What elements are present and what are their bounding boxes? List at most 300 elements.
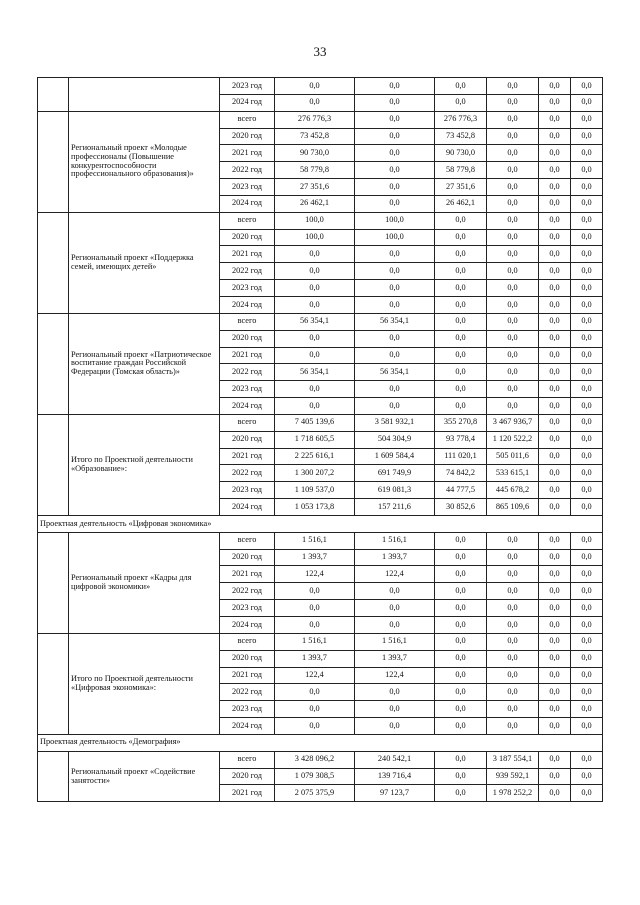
project-name-cell: Итого по Проектной деятельности «Образование»: [69, 414, 220, 515]
amount-cell: 0,0 [487, 179, 539, 196]
amount-cell: 0,0 [539, 633, 571, 650]
amount-cell: 0,0 [539, 768, 571, 785]
amount-cell: 0,0 [539, 431, 571, 448]
amount-cell: 27 351,6 [435, 179, 487, 196]
amount-cell: 0,0 [435, 549, 487, 566]
amount-cell: 0,0 [487, 667, 539, 684]
row-number-cell [38, 532, 69, 633]
amount-cell: 0,0 [487, 617, 539, 634]
amount-cell: 44 777,5 [435, 482, 487, 499]
amount-cell: 0,0 [487, 313, 539, 330]
table-row [38, 78, 603, 95]
amount-cell: 0,0 [571, 549, 603, 566]
amount-cell: 0,0 [275, 398, 355, 415]
year-cell: 2022 год [220, 364, 275, 381]
year-cell: 2022 год [220, 162, 275, 179]
amount-cell: 1 978 252,2 [487, 785, 539, 802]
amount-cell: 0,0 [539, 347, 571, 364]
amount-cell: 0,0 [571, 347, 603, 364]
amount-cell: 0,0 [571, 263, 603, 280]
amount-cell: 0,0 [571, 111, 603, 128]
amount-cell: 0,0 [571, 212, 603, 229]
amount-cell: 0,0 [275, 617, 355, 634]
amount-cell: 0,0 [355, 701, 435, 718]
year-cell: 2020 год [220, 330, 275, 347]
amount-cell: 0,0 [571, 499, 603, 516]
amount-cell: 0,0 [571, 313, 603, 330]
table-row [38, 751, 603, 768]
year-cell: 2020 год [220, 431, 275, 448]
amount-cell: 56 354,1 [355, 364, 435, 381]
year-cell: 2022 год [220, 465, 275, 482]
amount-cell: 0,0 [539, 751, 571, 768]
table-row [38, 212, 603, 229]
amount-cell: 0,0 [275, 684, 355, 701]
row-number-cell [38, 414, 69, 515]
amount-cell: 0,0 [487, 280, 539, 297]
amount-cell: 0,0 [435, 347, 487, 364]
amount-cell: 0,0 [487, 145, 539, 162]
amount-cell: 0,0 [571, 482, 603, 499]
amount-cell: 0,0 [539, 195, 571, 212]
amount-cell: 139 716,4 [355, 768, 435, 785]
amount-cell: 0,0 [571, 600, 603, 617]
amount-cell: 0,0 [275, 381, 355, 398]
amount-cell: 0,0 [487, 229, 539, 246]
year-cell: 2020 год [220, 128, 275, 145]
section-title: Проектная деятельность «Цифровая экономика» [38, 515, 603, 532]
amount-cell: 0,0 [571, 650, 603, 667]
amount-cell: 58 779,8 [435, 162, 487, 179]
amount-cell: 0,0 [571, 364, 603, 381]
table-row [38, 111, 603, 128]
amount-cell: 0,0 [571, 78, 603, 95]
amount-cell: 0,0 [571, 195, 603, 212]
amount-cell: 0,0 [571, 246, 603, 263]
amount-cell: 619 081,3 [355, 482, 435, 499]
amount-cell: 0,0 [571, 667, 603, 684]
amount-cell: 0,0 [539, 212, 571, 229]
amount-cell: 0,0 [355, 583, 435, 600]
amount-cell: 0,0 [435, 381, 487, 398]
year-cell: 2023 год [220, 179, 275, 196]
amount-cell: 3 428 096,2 [275, 751, 355, 768]
row-number-cell [38, 78, 69, 112]
amount-cell: 0,0 [435, 330, 487, 347]
amount-cell: 0,0 [571, 330, 603, 347]
amount-cell: 0,0 [539, 549, 571, 566]
year-cell: всего [220, 751, 275, 768]
section-row [38, 515, 603, 532]
amount-cell: 0,0 [487, 633, 539, 650]
amount-cell: 0,0 [487, 650, 539, 667]
amount-cell: 0,0 [487, 212, 539, 229]
amount-cell: 0,0 [435, 667, 487, 684]
amount-cell: 0,0 [487, 532, 539, 549]
amount-cell: 122,4 [275, 566, 355, 583]
amount-cell: 0,0 [571, 785, 603, 802]
amount-cell: 100,0 [355, 229, 435, 246]
amount-cell: 0,0 [435, 280, 487, 297]
table-row [38, 633, 603, 650]
year-cell: 2020 год [220, 650, 275, 667]
amount-cell: 0,0 [571, 398, 603, 415]
amount-cell: 1 109 537,0 [275, 482, 355, 499]
amount-cell: 2 225 616,1 [275, 448, 355, 465]
amount-cell: 3 581 932,1 [355, 414, 435, 431]
amount-cell: 0,0 [487, 381, 539, 398]
project-name-cell: Региональный проект «Молодые профессионалы (Повышение конкурентоспособности профессионального образования)» [69, 111, 220, 212]
amount-cell: 0,0 [275, 78, 355, 95]
amount-cell: 122,4 [275, 667, 355, 684]
amount-cell: 0,0 [571, 414, 603, 431]
amount-cell: 0,0 [571, 381, 603, 398]
amount-cell: 0,0 [435, 313, 487, 330]
year-cell: 2023 год [220, 381, 275, 398]
amount-cell: 0,0 [355, 246, 435, 263]
amount-cell: 73 452,8 [275, 128, 355, 145]
amount-cell: 1 516,1 [275, 532, 355, 549]
amount-cell: 0,0 [539, 381, 571, 398]
year-cell: всего [220, 313, 275, 330]
amount-cell: 0,0 [539, 448, 571, 465]
amount-cell: 0,0 [571, 718, 603, 735]
amount-cell: 0,0 [487, 566, 539, 583]
amount-cell: 0,0 [355, 684, 435, 701]
amount-cell: 0,0 [435, 566, 487, 583]
amount-cell: 0,0 [435, 650, 487, 667]
amount-cell: 0,0 [435, 364, 487, 381]
amount-cell: 1 053 173,8 [275, 499, 355, 516]
amount-cell: 0,0 [435, 78, 487, 95]
amount-cell: 0,0 [487, 111, 539, 128]
amount-cell: 0,0 [435, 617, 487, 634]
amount-cell: 0,0 [275, 600, 355, 617]
amount-cell: 0,0 [435, 212, 487, 229]
amount-cell: 0,0 [539, 617, 571, 634]
amount-cell: 1 079 308,5 [275, 768, 355, 785]
year-cell: всего [220, 212, 275, 229]
amount-cell: 0,0 [571, 179, 603, 196]
amount-cell: 0,0 [571, 280, 603, 297]
amount-cell: 74 842,2 [435, 465, 487, 482]
amount-cell: 0,0 [571, 465, 603, 482]
year-cell: 2023 год [220, 600, 275, 617]
year-cell: 2023 год [220, 280, 275, 297]
year-cell: 2024 год [220, 296, 275, 313]
amount-cell: 56 354,1 [275, 313, 355, 330]
amount-cell: 1 393,7 [275, 650, 355, 667]
year-cell: 2020 год [220, 549, 275, 566]
amount-cell: 0,0 [355, 617, 435, 634]
page-number: 33 [313, 44, 327, 59]
amount-cell: 0,0 [539, 179, 571, 196]
amount-cell: 0,0 [539, 263, 571, 280]
amount-cell: 0,0 [571, 768, 603, 785]
amount-cell: 0,0 [355, 111, 435, 128]
row-number-cell [38, 633, 69, 734]
year-cell: 2022 год [220, 684, 275, 701]
amount-cell: 505 011,6 [487, 448, 539, 465]
amount-cell: 0,0 [355, 381, 435, 398]
amount-cell: 1 516,1 [275, 633, 355, 650]
amount-cell: 0,0 [571, 583, 603, 600]
amount-cell: 0,0 [355, 195, 435, 212]
year-cell: 2023 год [220, 701, 275, 718]
amount-cell: 0,0 [487, 549, 539, 566]
amount-cell: 1 609 584,4 [355, 448, 435, 465]
amount-cell: 0,0 [539, 398, 571, 415]
project-name-cell: Региональный проект «Кадры для цифровой экономики» [69, 532, 220, 633]
amount-cell: 0,0 [275, 263, 355, 280]
amount-cell: 1 718 605,5 [275, 431, 355, 448]
amount-cell: 0,0 [355, 600, 435, 617]
amount-cell: 0,0 [487, 330, 539, 347]
amount-cell: 0,0 [571, 701, 603, 718]
amount-cell: 0,0 [487, 195, 539, 212]
amount-cell: 0,0 [539, 78, 571, 95]
amount-cell: 0,0 [355, 398, 435, 415]
amount-cell: 0,0 [539, 229, 571, 246]
amount-cell: 97 123,7 [355, 785, 435, 802]
amount-cell: 0,0 [435, 600, 487, 617]
amount-cell: 0,0 [571, 94, 603, 111]
amount-cell: 93 778,4 [435, 431, 487, 448]
amount-cell: 0,0 [275, 330, 355, 347]
amount-cell: 0,0 [435, 701, 487, 718]
section-title: Проектная деятельность «Демография» [38, 734, 603, 751]
amount-cell: 0,0 [539, 414, 571, 431]
amount-cell: 26 462,1 [275, 195, 355, 212]
amount-cell: 445 678,2 [487, 482, 539, 499]
amount-cell: 276 776,3 [275, 111, 355, 128]
amount-cell: 0,0 [487, 94, 539, 111]
amount-cell: 0,0 [571, 162, 603, 179]
amount-cell: 0,0 [355, 179, 435, 196]
amount-cell: 56 354,1 [275, 364, 355, 381]
amount-cell: 0,0 [487, 684, 539, 701]
amount-cell: 73 452,8 [435, 128, 487, 145]
amount-cell: 0,0 [435, 94, 487, 111]
year-cell: 2024 год [220, 94, 275, 111]
amount-cell: 0,0 [571, 684, 603, 701]
amount-cell: 157 211,6 [355, 499, 435, 516]
amount-cell: 0,0 [571, 145, 603, 162]
amount-cell: 0,0 [539, 482, 571, 499]
amount-cell: 0,0 [435, 229, 487, 246]
amount-cell: 0,0 [435, 684, 487, 701]
amount-cell: 27 351,6 [275, 179, 355, 196]
project-name-cell: Итого по Проектной деятельности «Цифровая экономика»: [69, 633, 220, 734]
amount-cell: 100,0 [275, 229, 355, 246]
amount-cell: 0,0 [539, 600, 571, 617]
amount-cell: 0,0 [435, 532, 487, 549]
amount-cell: 0,0 [571, 617, 603, 634]
amount-cell: 355 270,8 [435, 414, 487, 431]
amount-cell: 0,0 [435, 246, 487, 263]
amount-cell: 0,0 [275, 94, 355, 111]
amount-cell: 0,0 [571, 566, 603, 583]
amount-cell: 0,0 [435, 583, 487, 600]
amount-cell: 691 749,9 [355, 465, 435, 482]
amount-cell: 0,0 [539, 94, 571, 111]
amount-cell: 0,0 [487, 347, 539, 364]
amount-cell: 0,0 [355, 347, 435, 364]
amount-cell: 2 075 375,9 [275, 785, 355, 802]
amount-cell: 0,0 [275, 583, 355, 600]
table-body [38, 78, 603, 802]
amount-cell: 0,0 [355, 78, 435, 95]
year-cell: 2023 год [220, 482, 275, 499]
amount-cell: 0,0 [539, 246, 571, 263]
amount-cell: 0,0 [275, 246, 355, 263]
amount-cell: 0,0 [539, 296, 571, 313]
amount-cell: 533 615,1 [487, 465, 539, 482]
amount-cell: 0,0 [539, 583, 571, 600]
amount-cell: 0,0 [539, 313, 571, 330]
amount-cell: 0,0 [539, 465, 571, 482]
amount-cell: 0,0 [539, 280, 571, 297]
amount-cell: 865 109,6 [487, 499, 539, 516]
amount-cell: 0,0 [571, 431, 603, 448]
amount-cell: 1 516,1 [355, 532, 435, 549]
year-cell: 2020 год [220, 229, 275, 246]
amount-cell: 0,0 [487, 263, 539, 280]
amount-cell: 100,0 [275, 212, 355, 229]
year-cell: 2024 год [220, 499, 275, 516]
row-number-cell [38, 313, 69, 414]
amount-cell: 0,0 [539, 701, 571, 718]
year-cell: всего [220, 414, 275, 431]
amount-cell: 0,0 [435, 398, 487, 415]
year-cell: 2024 год [220, 617, 275, 634]
amount-cell: 0,0 [487, 364, 539, 381]
amount-cell: 0,0 [571, 751, 603, 768]
amount-cell: 0,0 [435, 768, 487, 785]
year-cell: 2021 год [220, 448, 275, 465]
amount-cell: 0,0 [539, 162, 571, 179]
year-cell: 2024 год [220, 718, 275, 735]
amount-cell: 240 542,1 [355, 751, 435, 768]
amount-cell: 90 730,0 [275, 145, 355, 162]
amount-cell: 0,0 [487, 296, 539, 313]
amount-cell: 1 120 522,2 [487, 431, 539, 448]
table-row [38, 313, 603, 330]
row-number-cell [38, 212, 69, 313]
year-cell: 2023 год [220, 78, 275, 95]
amount-cell: 0,0 [539, 145, 571, 162]
amount-cell: 0,0 [571, 633, 603, 650]
amount-cell: 0,0 [487, 162, 539, 179]
amount-cell: 0,0 [435, 751, 487, 768]
amount-cell: 939 592,1 [487, 768, 539, 785]
amount-cell: 0,0 [539, 650, 571, 667]
amount-cell: 1 300 207,2 [275, 465, 355, 482]
year-cell: всего [220, 111, 275, 128]
amount-cell: 0,0 [275, 296, 355, 313]
year-cell: 2024 год [220, 398, 275, 415]
amount-cell: 0,0 [539, 667, 571, 684]
amount-cell: 0,0 [539, 785, 571, 802]
amount-cell: 0,0 [539, 532, 571, 549]
amount-cell: 0,0 [435, 718, 487, 735]
amount-cell: 0,0 [539, 566, 571, 583]
year-cell: 2024 год [220, 195, 275, 212]
amount-cell: 0,0 [435, 633, 487, 650]
amount-cell: 276 776,3 [435, 111, 487, 128]
amount-cell: 122,4 [355, 667, 435, 684]
amount-cell: 26 462,1 [435, 195, 487, 212]
amount-cell: 0,0 [539, 718, 571, 735]
amount-cell: 0,0 [275, 347, 355, 364]
amount-cell: 0,0 [355, 145, 435, 162]
year-cell: 2021 год [220, 347, 275, 364]
amount-cell: 111 020,1 [435, 448, 487, 465]
amount-cell: 0,0 [275, 280, 355, 297]
amount-cell: 90 730,0 [435, 145, 487, 162]
amount-cell: 0,0 [355, 280, 435, 297]
amount-cell: 0,0 [539, 330, 571, 347]
amount-cell: 0,0 [571, 229, 603, 246]
amount-cell: 0,0 [571, 448, 603, 465]
year-cell: всего [220, 633, 275, 650]
section-row [38, 734, 603, 751]
amount-cell: 7 405 139,6 [275, 414, 355, 431]
amount-cell: 0,0 [539, 499, 571, 516]
amount-cell: 0,0 [275, 718, 355, 735]
amount-cell: 0,0 [539, 364, 571, 381]
amount-cell: 0,0 [435, 296, 487, 313]
amount-cell: 1 393,7 [355, 549, 435, 566]
project-name-cell: Региональный проект «Поддержка семей, имеющих детей» [69, 212, 220, 313]
amount-cell: 122,4 [355, 566, 435, 583]
amount-cell: 0,0 [539, 111, 571, 128]
row-number-cell [38, 111, 69, 212]
year-cell: 2022 год [220, 263, 275, 280]
project-name-cell: Региональный проект «Содействие занятости» [69, 751, 220, 802]
project-name-cell [69, 78, 220, 112]
budget-table [37, 77, 603, 802]
project-name-cell: Региональный проект «Патриотическое воспитание граждан Российской Федерации (Томская область)» [69, 313, 220, 414]
table-row [38, 414, 603, 431]
amount-cell: 0,0 [487, 701, 539, 718]
year-cell: 2021 год [220, 145, 275, 162]
amount-cell: 0,0 [487, 600, 539, 617]
amount-cell: 0,0 [539, 128, 571, 145]
amount-cell: 0,0 [355, 718, 435, 735]
amount-cell: 0,0 [275, 701, 355, 718]
amount-cell: 58 779,8 [275, 162, 355, 179]
amount-cell: 1 393,7 [355, 650, 435, 667]
amount-cell: 0,0 [435, 263, 487, 280]
amount-cell: 0,0 [487, 718, 539, 735]
table-row [38, 532, 603, 549]
amount-cell: 56 354,1 [355, 313, 435, 330]
amount-cell: 1 393,7 [275, 549, 355, 566]
amount-cell: 0,0 [487, 398, 539, 415]
year-cell: 2021 год [220, 566, 275, 583]
amount-cell: 100,0 [355, 212, 435, 229]
amount-cell: 0,0 [487, 128, 539, 145]
amount-cell: 0,0 [539, 684, 571, 701]
amount-cell: 0,0 [571, 532, 603, 549]
amount-cell: 3 467 936,7 [487, 414, 539, 431]
amount-cell: 0,0 [487, 246, 539, 263]
amount-cell: 0,0 [355, 128, 435, 145]
amount-cell: 504 304,9 [355, 431, 435, 448]
year-cell: 2022 год [220, 583, 275, 600]
amount-cell: 0,0 [487, 583, 539, 600]
